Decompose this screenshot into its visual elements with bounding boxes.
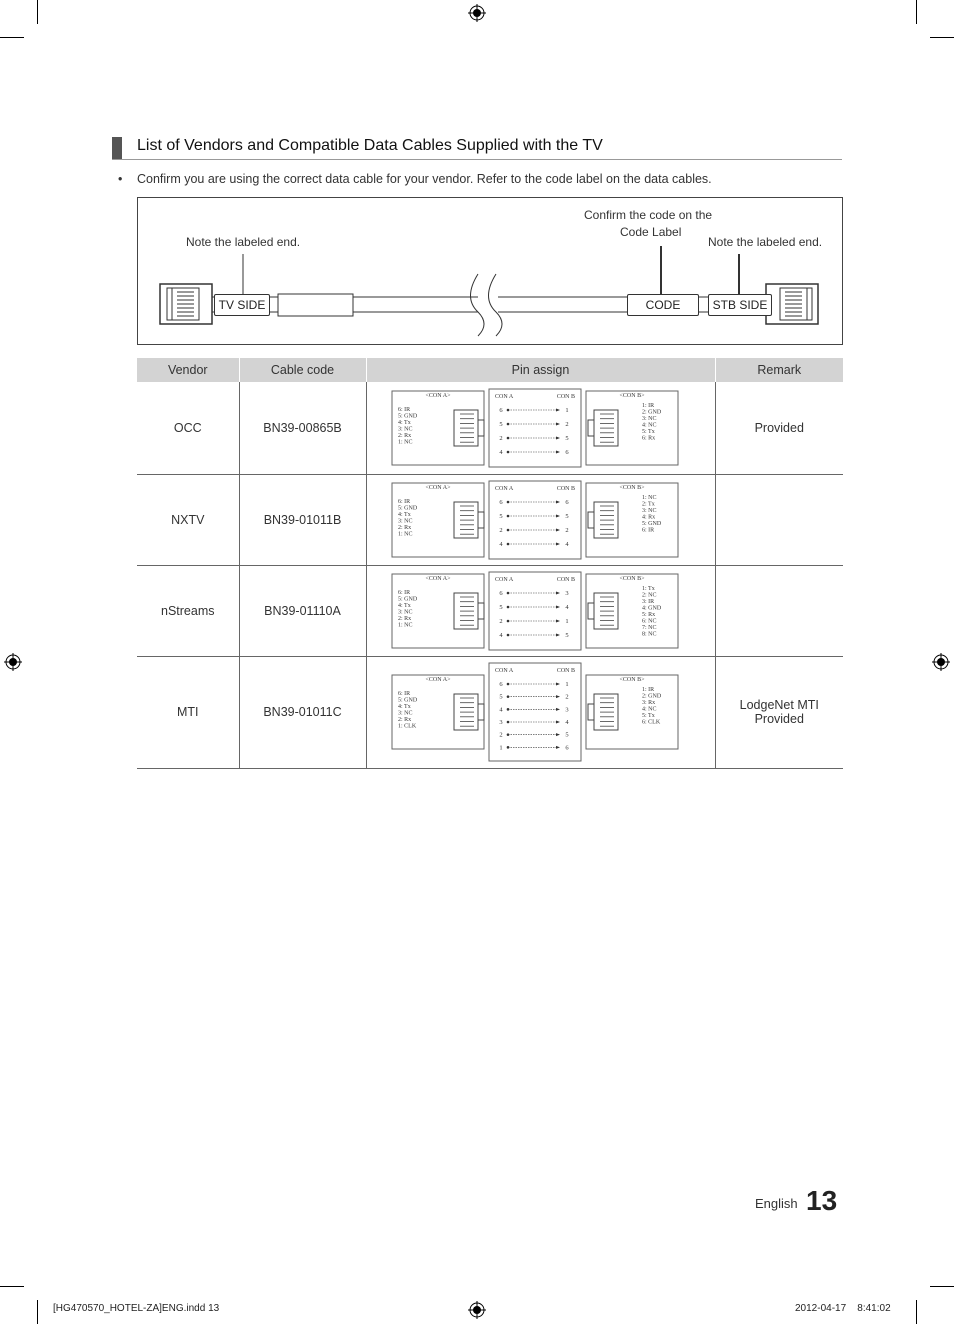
jack-tab bbox=[588, 512, 594, 528]
remark-cell: Provided bbox=[715, 382, 843, 474]
con-b-pin-label: 5: GND bbox=[641, 520, 661, 527]
cable-code-cell: BN39-01011B bbox=[239, 474, 366, 565]
registration-mark-icon bbox=[4, 653, 22, 671]
con-a-pin-label: 6: IR bbox=[397, 406, 410, 413]
con-a-pin-label: 3: NC bbox=[397, 518, 413, 524]
registration-mark-icon bbox=[468, 1301, 486, 1319]
plug-left-icon bbox=[160, 284, 212, 324]
jack-tab bbox=[478, 603, 484, 619]
page-number: 13 bbox=[806, 1185, 838, 1216]
con-b-pin-label: 2: GND bbox=[641, 409, 661, 416]
con-b-pin-label: 7: NC bbox=[641, 624, 657, 631]
map-pin-a: 1 bbox=[498, 744, 503, 752]
map-pin-b: 6 bbox=[564, 744, 569, 752]
map-pin-b: 6 bbox=[564, 448, 569, 456]
cable-code-cell: BN39-01110A bbox=[239, 565, 366, 656]
tag-stb-side: STB SIDE bbox=[708, 294, 772, 316]
map-pin-b: 1 bbox=[564, 617, 569, 625]
con-a-label: <CON A> bbox=[425, 677, 450, 683]
remark-cell bbox=[715, 474, 843, 565]
con-b-pin-label: 1: IR bbox=[641, 402, 654, 409]
jack-tab bbox=[588, 603, 594, 619]
table-row bbox=[137, 656, 843, 768]
jack-tab bbox=[588, 704, 594, 720]
con-b-label: <CON B> bbox=[619, 677, 644, 683]
map-head-b: CON B bbox=[556, 576, 575, 583]
con-a-pin-label: 5: GND bbox=[397, 697, 417, 704]
col-header-remark: Remark bbox=[715, 358, 843, 382]
map-pin-a: 5 bbox=[498, 512, 503, 520]
con-b-pin-label: 6: IR bbox=[641, 527, 654, 533]
remark-line: LodgeNet MTI bbox=[739, 698, 819, 712]
remark-line: Provided bbox=[754, 712, 804, 726]
con-a-pin-label: 1: CLK bbox=[397, 723, 416, 730]
con-b-pin-label: 6: Rx bbox=[641, 435, 655, 442]
con-a-pin-label: 2: Rx bbox=[397, 717, 411, 723]
con-a-pin-label: 4: Tx bbox=[397, 602, 411, 609]
con-a-pin-label: 2: Rx bbox=[397, 432, 411, 439]
map-pin-a: 2 bbox=[498, 434, 503, 442]
map-pin-b: 3 bbox=[564, 706, 569, 714]
con-b-pin-label: 1: Tx bbox=[641, 585, 655, 592]
crop-mark bbox=[37, 0, 38, 24]
con-b-pin-label: 5: Tx bbox=[641, 713, 655, 719]
map-pin-b: 5 bbox=[564, 631, 569, 639]
con-a-pin-label: 6: IR bbox=[397, 498, 410, 505]
con-b-pin-label: 2: Tx bbox=[641, 501, 655, 507]
table-header-row bbox=[137, 358, 843, 382]
con-b-pin-label: 6: CLK bbox=[641, 719, 660, 726]
note-right: Note the labeled end. bbox=[708, 235, 823, 249]
map-pin-a: 6 bbox=[498, 498, 503, 506]
table-row bbox=[137, 474, 843, 565]
con-a-pin-label: 4: Tx bbox=[397, 419, 411, 426]
pin-assign-diagram bbox=[391, 662, 691, 762]
con-b-pin-label: 2: NC bbox=[641, 592, 657, 598]
pin-assign-diagram bbox=[391, 388, 691, 468]
slug-date: 2012-04-17 8:41:02 bbox=[795, 1303, 891, 1314]
con-a-pin-label: 2: Rx bbox=[397, 615, 411, 622]
table-row bbox=[137, 382, 843, 474]
map-pin-b: 4 bbox=[564, 719, 569, 726]
bullet-text: Confirm you are using the correct data cable for your vendor. Refer to the code label on the data cables. bbox=[137, 172, 712, 186]
map-pin-b: 5 bbox=[564, 512, 569, 520]
map-head-b: CON B bbox=[556, 485, 575, 492]
map-pin-a: 4 bbox=[498, 540, 503, 548]
pin-assign-cell bbox=[366, 565, 715, 656]
con-a-pin-label: 5: GND bbox=[397, 413, 417, 420]
jack-tab bbox=[478, 420, 484, 436]
registration-mark-icon bbox=[932, 653, 950, 671]
crop-mark bbox=[930, 1286, 954, 1287]
map-pin-a: 5 bbox=[498, 603, 503, 611]
con-a-pin-label: 1: NC bbox=[397, 531, 413, 537]
con-b-pin-label: 8: NC bbox=[641, 631, 657, 637]
con-a-label: <CON A> bbox=[425, 392, 450, 399]
map-pin-a: 6 bbox=[498, 406, 503, 414]
con-b-pin-label: 4: GND bbox=[641, 605, 661, 611]
tag-code: CODE bbox=[627, 294, 699, 316]
map-head-b: CON B bbox=[556, 668, 575, 674]
con-a-pin-label: 3: NC bbox=[397, 609, 413, 615]
crop-mark bbox=[37, 1300, 38, 1324]
heading-bar bbox=[112, 137, 122, 159]
vendor-cell: OCC bbox=[137, 382, 239, 474]
con-b-pin-label: 3: NC bbox=[641, 507, 657, 514]
con-b-pin-label: 3: NC bbox=[641, 415, 657, 422]
remark-cell bbox=[715, 565, 843, 656]
vendor-cell: nStreams bbox=[137, 565, 239, 656]
map-pin-b: 6 bbox=[564, 498, 569, 506]
map-pin-a: 5 bbox=[498, 693, 503, 701]
con-b-pin-label: 5: Rx bbox=[641, 611, 655, 618]
con-a-pin-label: 1: NC bbox=[397, 622, 413, 628]
crop-mark bbox=[0, 1286, 24, 1287]
pin-assign-diagram bbox=[391, 571, 691, 651]
table-row bbox=[137, 565, 843, 656]
map-pin-b: 5 bbox=[564, 731, 569, 739]
con-a-pin-label: 3: NC bbox=[397, 710, 413, 717]
map-pin-a: 4 bbox=[498, 706, 503, 714]
con-a-label: <CON A> bbox=[425, 484, 450, 491]
vendor-cell: MTI bbox=[137, 656, 239, 768]
map-pin-b: 2 bbox=[564, 420, 569, 428]
map-head-a: CON A bbox=[494, 393, 513, 400]
con-a-pin-label: 3: NC bbox=[397, 426, 413, 433]
con-b-pin-label: 4: NC bbox=[641, 422, 657, 429]
con-b-label: <CON B> bbox=[619, 575, 644, 582]
con-b-pin-label: 1: NC bbox=[641, 494, 657, 501]
con-b-pin-label: 2: GND bbox=[641, 693, 661, 700]
crop-mark bbox=[930, 37, 954, 38]
con-b-label: <CON B> bbox=[619, 484, 644, 491]
map-pin-b: 4 bbox=[564, 540, 569, 548]
jack-tab bbox=[588, 420, 594, 436]
crop-mark bbox=[0, 37, 24, 38]
pin-assign-diagram bbox=[391, 480, 691, 560]
note-left: Note the labeled end. bbox=[186, 235, 301, 249]
pin-assign-cell bbox=[366, 474, 715, 565]
con-b-pin-label: 6: NC bbox=[641, 618, 657, 624]
cable-diagram bbox=[137, 197, 843, 345]
map-pin-b: 2 bbox=[564, 693, 569, 701]
map-pin-a: 2 bbox=[498, 731, 503, 739]
map-pin-a: 4 bbox=[498, 631, 503, 639]
tag-tv-side: TV SIDE bbox=[214, 294, 270, 316]
registration-mark-icon bbox=[468, 4, 486, 22]
map-pin-b: 1 bbox=[564, 406, 569, 414]
remark-cell bbox=[715, 656, 843, 768]
con-a-pin-label: 5: GND bbox=[397, 505, 417, 511]
con-a-pin-label: 4: Tx bbox=[397, 704, 411, 710]
con-b-pin-label: 4: Rx bbox=[641, 514, 655, 520]
map-pin-b: 1 bbox=[564, 681, 569, 688]
map-pin-a: 2 bbox=[498, 617, 503, 625]
con-a-pin-label: 4: Tx bbox=[397, 511, 411, 518]
pin-assign-cell bbox=[366, 656, 715, 768]
cable-code-cell: BN39-01011C bbox=[239, 656, 366, 768]
con-b-pin-label: 3: Rx bbox=[641, 700, 655, 706]
cable-code-cell: BN39-00865B bbox=[239, 382, 366, 474]
vendor-table bbox=[137, 358, 843, 769]
map-head-a: CON A bbox=[494, 485, 513, 492]
map-head-b: CON B bbox=[556, 393, 575, 400]
crop-mark bbox=[916, 0, 917, 24]
map-pin-a: 4 bbox=[498, 448, 503, 456]
pin-assign-cell bbox=[366, 382, 715, 474]
section-heading bbox=[112, 135, 842, 160]
con-a-pin-label: 2: Rx bbox=[397, 524, 411, 531]
map-pin-b: 5 bbox=[564, 434, 569, 442]
map-pin-b: 3 bbox=[564, 589, 569, 597]
con-a-pin-label: 5: GND bbox=[397, 596, 417, 602]
col-header-pin-assign: Pin assign bbox=[366, 358, 715, 382]
jack-tab bbox=[478, 704, 484, 720]
cable-drawing bbox=[138, 198, 842, 344]
map-pin-a: 6 bbox=[498, 681, 503, 688]
con-a-pin-label: 6: IR bbox=[397, 691, 410, 697]
con-b-pin-label: 1: IR bbox=[641, 687, 654, 693]
map-pin-a: 2 bbox=[498, 526, 503, 534]
note-code-line2: Code Label bbox=[620, 225, 682, 239]
con-a-label: <CON A> bbox=[425, 575, 450, 582]
map-pin-b: 4 bbox=[564, 603, 569, 611]
crop-mark bbox=[916, 1300, 917, 1324]
con-a-pin-label: 1: NC bbox=[397, 439, 413, 446]
con-a-pin-label: 6: IR bbox=[397, 589, 410, 596]
note-code-line1: Confirm the code on the bbox=[584, 208, 713, 222]
map-pin-a: 3 bbox=[498, 719, 503, 726]
col-header-cable-code: Cable code bbox=[239, 358, 366, 382]
map-pin-a: 6 bbox=[498, 589, 503, 597]
con-b-pin-label: 3: IR bbox=[641, 598, 654, 605]
bullet-dot-icon: • bbox=[118, 172, 123, 186]
col-header-vendor: Vendor bbox=[137, 358, 239, 382]
jack-tab bbox=[478, 512, 484, 528]
plug-right-icon bbox=[766, 284, 818, 324]
section-title: List of Vendors and Compatible Data Cables Supplied with the TV bbox=[137, 137, 603, 154]
map-head-a: CON A bbox=[494, 668, 513, 674]
con-b-label: <CON B> bbox=[619, 392, 644, 399]
map-head-a: CON A bbox=[494, 576, 513, 583]
con-b-pin-label: 5: Tx bbox=[641, 428, 655, 435]
map-pin-a: 5 bbox=[498, 420, 503, 428]
footer-language: English bbox=[755, 1196, 798, 1211]
slug-file: [HG470570_HOTEL-ZA]ENG.indd 13 bbox=[53, 1303, 220, 1314]
vendor-cell: NXTV bbox=[137, 474, 239, 565]
map-pin-b: 2 bbox=[564, 526, 569, 534]
con-b-pin-label: 4: NC bbox=[641, 706, 657, 713]
